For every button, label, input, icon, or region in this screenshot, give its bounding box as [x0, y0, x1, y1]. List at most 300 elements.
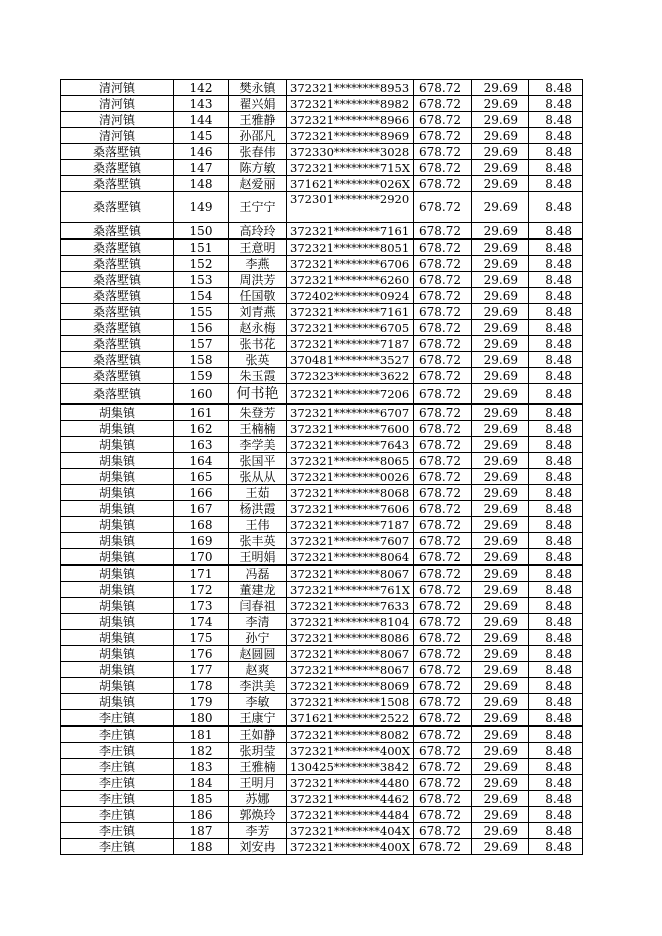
town-cell: 桑落墅镇 [61, 176, 174, 192]
id-number-cell: 372301********2920 [287, 192, 414, 223]
id-number-cell: 372321********8966 [287, 112, 414, 128]
table-row [61, 239, 583, 256]
amount2-cell: 29.69 [472, 223, 529, 240]
table-row [61, 352, 583, 368]
name-cell: 王楠楠 [229, 421, 287, 437]
amount-cell: 678.72 [414, 775, 472, 791]
name-cell: 张玥莹 [229, 743, 287, 759]
number-cell: 145 [174, 128, 229, 144]
name-cell: 张春伟 [229, 144, 287, 160]
name-cell: 刘青燕 [229, 304, 287, 320]
number-cell: 158 [174, 352, 229, 368]
town-cell: 桑落墅镇 [61, 239, 174, 256]
id-number-cell: 372321********715X [287, 160, 414, 176]
table-row [61, 469, 583, 485]
table-row [61, 694, 583, 710]
amount3-cell: 8.48 [529, 791, 583, 807]
amount-cell: 678.72 [414, 614, 472, 630]
town-cell: 李庄镇 [61, 775, 174, 791]
amount-cell: 678.72 [414, 839, 472, 855]
number-cell: 154 [174, 288, 229, 304]
town-cell: 桑落墅镇 [61, 368, 174, 384]
amount-cell: 678.72 [414, 144, 472, 160]
table-row [61, 304, 583, 320]
town-cell: 胡集镇 [61, 614, 174, 630]
amount-cell: 678.72 [414, 421, 472, 437]
amount2-cell: 29.69 [472, 614, 529, 630]
amount2-cell: 29.69 [472, 759, 529, 775]
amount3-cell: 8.48 [529, 517, 583, 533]
table-row [61, 646, 583, 662]
amount2-cell: 29.69 [472, 384, 529, 405]
amount2-cell: 29.69 [472, 421, 529, 437]
id-number-cell: 372321********8064 [287, 549, 414, 566]
amount3-cell: 8.48 [529, 453, 583, 469]
amount-cell: 678.72 [414, 533, 472, 549]
amount-cell: 678.72 [414, 517, 472, 533]
amount2-cell: 29.69 [472, 192, 529, 223]
amount-cell: 678.72 [414, 565, 472, 582]
amount3-cell: 8.48 [529, 304, 583, 320]
amount3-cell: 8.48 [529, 743, 583, 759]
amount3-cell: 8.48 [529, 485, 583, 501]
table-row [61, 80, 583, 96]
table-row [61, 404, 583, 421]
number-cell: 156 [174, 320, 229, 336]
name-cell: 何书艳 [229, 384, 287, 405]
number-cell: 179 [174, 694, 229, 710]
id-number-cell: 372321********761X [287, 582, 414, 598]
amount2-cell: 29.69 [472, 775, 529, 791]
amount2-cell: 29.69 [472, 807, 529, 823]
amount3-cell: 8.48 [529, 239, 583, 256]
amount3-cell: 8.48 [529, 565, 583, 582]
town-cell: 胡集镇 [61, 630, 174, 646]
table-row [61, 549, 583, 566]
amount2-cell: 29.69 [472, 549, 529, 566]
table-row [61, 823, 583, 839]
amount-cell: 678.72 [414, 662, 472, 678]
number-cell: 187 [174, 823, 229, 839]
town-cell: 胡集镇 [61, 662, 174, 678]
name-cell: 高玲玲 [229, 223, 287, 240]
id-number-cell: 372321********8082 [287, 726, 414, 743]
town-cell: 桑落墅镇 [61, 288, 174, 304]
amount2-cell: 29.69 [472, 710, 529, 727]
number-cell: 143 [174, 96, 229, 112]
town-cell: 胡集镇 [61, 598, 174, 614]
amount-cell: 678.72 [414, 469, 472, 485]
id-number-cell: 372321********7161 [287, 223, 414, 240]
id-number-cell: 372321********8104 [287, 614, 414, 630]
number-cell: 151 [174, 239, 229, 256]
id-number-cell: 372321********6260 [287, 272, 414, 288]
id-number-cell: 372323********3622 [287, 368, 414, 384]
table-row [61, 614, 583, 630]
id-number-cell: 372321********8086 [287, 630, 414, 646]
number-cell: 162 [174, 421, 229, 437]
id-number-cell: 372402********0924 [287, 288, 414, 304]
id-number-cell: 372321********8065 [287, 453, 414, 469]
amount2-cell: 29.69 [472, 404, 529, 421]
number-cell: 142 [174, 80, 229, 96]
town-cell: 桑落墅镇 [61, 223, 174, 240]
amount2-cell: 29.69 [472, 336, 529, 352]
amount-cell: 678.72 [414, 288, 472, 304]
name-cell: 李洪美 [229, 678, 287, 694]
town-cell: 清河镇 [61, 80, 174, 96]
name-cell: 李敏 [229, 694, 287, 710]
amount-cell: 678.72 [414, 256, 472, 272]
amount-cell: 678.72 [414, 160, 472, 176]
amount-cell: 678.72 [414, 112, 472, 128]
id-number-cell: 372321********400X [287, 743, 414, 759]
table-row [61, 743, 583, 759]
town-cell: 桑落墅镇 [61, 144, 174, 160]
amount2-cell: 29.69 [472, 662, 529, 678]
amount2-cell: 29.69 [472, 694, 529, 710]
name-cell: 郭焕玲 [229, 807, 287, 823]
town-cell: 桑落墅镇 [61, 160, 174, 176]
name-cell: 张国平 [229, 453, 287, 469]
amount-cell: 678.72 [414, 272, 472, 288]
table-row [61, 144, 583, 160]
name-cell: 樊永镇 [229, 80, 287, 96]
number-cell: 188 [174, 839, 229, 855]
name-cell: 王雅楠 [229, 759, 287, 775]
number-cell: 184 [174, 775, 229, 791]
number-cell: 166 [174, 485, 229, 501]
amount2-cell: 29.69 [472, 726, 529, 743]
name-cell: 张书花 [229, 336, 287, 352]
id-number-cell: 372321********8068 [287, 485, 414, 501]
table-row [61, 517, 583, 533]
town-cell: 李庄镇 [61, 807, 174, 823]
amount3-cell: 8.48 [529, 176, 583, 192]
number-cell: 160 [174, 384, 229, 405]
number-cell: 152 [174, 256, 229, 272]
name-cell: 冯磊 [229, 565, 287, 582]
amount2-cell: 29.69 [472, 272, 529, 288]
table-row [61, 192, 583, 223]
amount2-cell: 29.69 [472, 437, 529, 453]
amount2-cell: 29.69 [472, 743, 529, 759]
id-number-cell: 371621********026X [287, 176, 414, 192]
table-row [61, 336, 583, 352]
table-row [61, 368, 583, 384]
table-row [61, 176, 583, 192]
id-number-cell: 372321********4480 [287, 775, 414, 791]
amount3-cell: 8.48 [529, 437, 583, 453]
amount2-cell: 29.69 [472, 517, 529, 533]
amount3-cell: 8.48 [529, 160, 583, 176]
name-cell: 任国敬 [229, 288, 287, 304]
id-number-cell: 372321********8969 [287, 128, 414, 144]
town-cell: 胡集镇 [61, 404, 174, 421]
table-row [61, 160, 583, 176]
amount2-cell: 29.69 [472, 239, 529, 256]
amount2-cell: 29.69 [472, 160, 529, 176]
amount-cell: 678.72 [414, 694, 472, 710]
town-cell: 桑落墅镇 [61, 192, 174, 223]
table-row [61, 533, 583, 549]
name-cell: 朱玉霞 [229, 368, 287, 384]
id-number-cell: 372321********8051 [287, 239, 414, 256]
amount3-cell: 8.48 [529, 192, 583, 223]
table-row [61, 485, 583, 501]
name-cell: 朱登芳 [229, 404, 287, 421]
name-cell: 赵永梅 [229, 320, 287, 336]
town-cell: 胡集镇 [61, 453, 174, 469]
amount-cell: 678.72 [414, 678, 472, 694]
name-cell: 王意明 [229, 239, 287, 256]
id-number-cell: 372321********7187 [287, 517, 414, 533]
town-cell: 桑落墅镇 [61, 304, 174, 320]
amount2-cell: 29.69 [472, 839, 529, 855]
id-number-cell: 371621********2522 [287, 710, 414, 727]
amount3-cell: 8.48 [529, 320, 583, 336]
number-cell: 153 [174, 272, 229, 288]
table-row [61, 678, 583, 694]
amount-cell: 678.72 [414, 384, 472, 405]
town-cell: 胡集镇 [61, 565, 174, 582]
id-number-cell: 372321********400X [287, 839, 414, 855]
table-body [61, 80, 583, 855]
amount3-cell: 8.48 [529, 384, 583, 405]
amount3-cell: 8.48 [529, 582, 583, 598]
id-number-cell: 372321********0026 [287, 469, 414, 485]
number-cell: 161 [174, 404, 229, 421]
number-cell: 177 [174, 662, 229, 678]
name-cell: 周洪芳 [229, 272, 287, 288]
amount-cell: 678.72 [414, 368, 472, 384]
table-row [61, 96, 583, 112]
name-cell: 刘安冉 [229, 839, 287, 855]
amount3-cell: 8.48 [529, 726, 583, 743]
town-cell: 胡集镇 [61, 421, 174, 437]
town-cell: 胡集镇 [61, 485, 174, 501]
table-row [61, 839, 583, 855]
amount3-cell: 8.48 [529, 288, 583, 304]
number-cell: 178 [174, 678, 229, 694]
amount-cell: 678.72 [414, 80, 472, 96]
name-cell: 王宁宁 [229, 192, 287, 223]
number-cell: 182 [174, 743, 229, 759]
amount3-cell: 8.48 [529, 839, 583, 855]
table-row [61, 128, 583, 144]
number-cell: 170 [174, 549, 229, 566]
number-cell: 185 [174, 791, 229, 807]
number-cell: 167 [174, 501, 229, 517]
amount-cell: 678.72 [414, 759, 472, 775]
amount3-cell: 8.48 [529, 759, 583, 775]
table-row [61, 272, 583, 288]
number-cell: 168 [174, 517, 229, 533]
town-cell: 桑落墅镇 [61, 336, 174, 352]
amount2-cell: 29.69 [472, 469, 529, 485]
table-row [61, 710, 583, 727]
table-row [61, 582, 583, 598]
amount2-cell: 29.69 [472, 453, 529, 469]
name-cell: 李芳 [229, 823, 287, 839]
number-cell: 163 [174, 437, 229, 453]
amount-cell: 678.72 [414, 453, 472, 469]
id-number-cell: 372321********6707 [287, 404, 414, 421]
table-row [61, 775, 583, 791]
amount3-cell: 8.48 [529, 710, 583, 727]
amount3-cell: 8.48 [529, 404, 583, 421]
number-cell: 155 [174, 304, 229, 320]
name-cell: 王雅静 [229, 112, 287, 128]
id-number-cell: 372321********8067 [287, 646, 414, 662]
number-cell: 176 [174, 646, 229, 662]
amount2-cell: 29.69 [472, 485, 529, 501]
amount3-cell: 8.48 [529, 469, 583, 485]
amount-cell: 678.72 [414, 823, 472, 839]
id-number-cell: 372321********7161 [287, 304, 414, 320]
number-cell: 171 [174, 565, 229, 582]
amount-cell: 678.72 [414, 128, 472, 144]
amount3-cell: 8.48 [529, 807, 583, 823]
table-row [61, 421, 583, 437]
amount3-cell: 8.48 [529, 96, 583, 112]
name-cell: 张丰英 [229, 533, 287, 549]
name-cell: 张从从 [229, 469, 287, 485]
amount3-cell: 8.48 [529, 775, 583, 791]
amount-cell: 678.72 [414, 630, 472, 646]
amount2-cell: 29.69 [472, 791, 529, 807]
amount3-cell: 8.48 [529, 614, 583, 630]
table-row [61, 565, 583, 582]
town-cell: 李庄镇 [61, 791, 174, 807]
table-row [61, 453, 583, 469]
table-row [61, 662, 583, 678]
town-cell: 胡集镇 [61, 437, 174, 453]
id-number-cell: 372321********404X [287, 823, 414, 839]
amount-cell: 678.72 [414, 336, 472, 352]
amount3-cell: 8.48 [529, 80, 583, 96]
amount-cell: 678.72 [414, 791, 472, 807]
name-cell: 苏娜 [229, 791, 287, 807]
amount3-cell: 8.48 [529, 128, 583, 144]
number-cell: 175 [174, 630, 229, 646]
id-number-cell: 372321********7643 [287, 437, 414, 453]
name-cell: 王康宁 [229, 710, 287, 727]
id-number-cell: 372321********6706 [287, 256, 414, 272]
town-cell: 胡集镇 [61, 517, 174, 533]
amount2-cell: 29.69 [472, 112, 529, 128]
number-cell: 174 [174, 614, 229, 630]
town-cell: 桑落墅镇 [61, 320, 174, 336]
name-cell: 王明娟 [229, 549, 287, 566]
amount2-cell: 29.69 [472, 304, 529, 320]
amount3-cell: 8.48 [529, 421, 583, 437]
name-cell: 闫春祖 [229, 598, 287, 614]
town-cell: 李庄镇 [61, 743, 174, 759]
amount-cell: 678.72 [414, 726, 472, 743]
amount2-cell: 29.69 [472, 630, 529, 646]
amount3-cell: 8.48 [529, 694, 583, 710]
amount-cell: 678.72 [414, 485, 472, 501]
number-cell: 157 [174, 336, 229, 352]
amount2-cell: 29.69 [472, 501, 529, 517]
name-cell: 王如静 [229, 726, 287, 743]
name-cell: 赵爽 [229, 662, 287, 678]
amount3-cell: 8.48 [529, 272, 583, 288]
number-cell: 165 [174, 469, 229, 485]
amount3-cell: 8.48 [529, 823, 583, 839]
number-cell: 186 [174, 807, 229, 823]
town-cell: 李庄镇 [61, 759, 174, 775]
table-row [61, 112, 583, 128]
table-row [61, 501, 583, 517]
id-number-cell: 372321********8982 [287, 96, 414, 112]
table-row [61, 791, 583, 807]
town-cell: 桑落墅镇 [61, 256, 174, 272]
amount3-cell: 8.48 [529, 223, 583, 240]
amount-cell: 678.72 [414, 646, 472, 662]
number-cell: 148 [174, 176, 229, 192]
amount-cell: 678.72 [414, 743, 472, 759]
name-cell: 翟兴娟 [229, 96, 287, 112]
id-number-cell: 372321********6705 [287, 320, 414, 336]
id-number-cell: 372321********7633 [287, 598, 414, 614]
amount3-cell: 8.48 [529, 630, 583, 646]
amount-cell: 678.72 [414, 304, 472, 320]
amount3-cell: 8.48 [529, 501, 583, 517]
name-cell: 王明月 [229, 775, 287, 791]
amount-cell: 678.72 [414, 404, 472, 421]
town-cell: 桑落墅镇 [61, 352, 174, 368]
name-cell: 王茹 [229, 485, 287, 501]
name-cell: 赵爱丽 [229, 176, 287, 192]
amount2-cell: 29.69 [472, 256, 529, 272]
amount-cell: 678.72 [414, 176, 472, 192]
amount2-cell: 29.69 [472, 823, 529, 839]
town-cell: 李庄镇 [61, 823, 174, 839]
table-row [61, 630, 583, 646]
table-row [61, 320, 583, 336]
amount2-cell: 29.69 [472, 646, 529, 662]
amount2-cell: 29.69 [472, 352, 529, 368]
number-cell: 149 [174, 192, 229, 223]
number-cell: 183 [174, 759, 229, 775]
id-number-cell: 372321********8953 [287, 80, 414, 96]
table-row [61, 726, 583, 743]
number-cell: 180 [174, 710, 229, 727]
id-number-cell: 372321********8067 [287, 662, 414, 678]
number-cell: 173 [174, 598, 229, 614]
amount-cell: 678.72 [414, 549, 472, 566]
id-number-cell: 372321********7607 [287, 533, 414, 549]
number-cell: 144 [174, 112, 229, 128]
amount3-cell: 8.48 [529, 549, 583, 566]
amount3-cell: 8.48 [529, 112, 583, 128]
name-cell: 陈方敏 [229, 160, 287, 176]
amount-cell: 678.72 [414, 807, 472, 823]
table-row [61, 598, 583, 614]
amount3-cell: 8.48 [529, 533, 583, 549]
amount-cell: 678.72 [414, 239, 472, 256]
id-number-cell: 372321********7606 [287, 501, 414, 517]
amount-cell: 678.72 [414, 320, 472, 336]
amount-cell: 678.72 [414, 501, 472, 517]
town-cell: 胡集镇 [61, 501, 174, 517]
amount3-cell: 8.48 [529, 368, 583, 384]
amount3-cell: 8.48 [529, 598, 583, 614]
amount-cell: 678.72 [414, 582, 472, 598]
town-cell: 李庄镇 [61, 839, 174, 855]
